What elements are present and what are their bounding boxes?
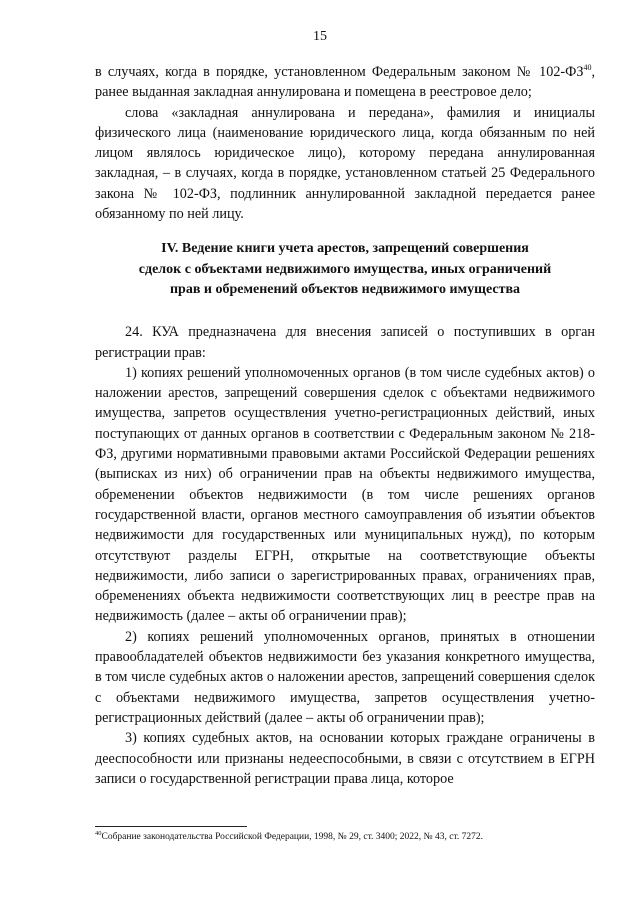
section-heading-line-2: сделок с объектами недвижимого имущества, иных ограничений xyxy=(138,261,552,277)
footnote-divider xyxy=(95,826,247,827)
paragraph-intro-2: слова «закладная аннулирована и передана», фамилия и инициалы физического лица (наименование юридического лица, когда обязанным по ней лицом являлось юридическое лицо), которому передана аннулированная закладная, – в случаях, когда в порядке, установленном статьей 25 Федерального закона № 102-ФЗ, подлинник аннулированной закладной передается ранее обязанному по ней лицу. xyxy=(95,104,595,223)
footnote xyxy=(95,831,595,843)
footnote-number: 40 xyxy=(95,830,102,837)
footnote-ref-40: 40 xyxy=(583,63,592,72)
section-heading xyxy=(95,239,595,300)
list-item-1: 1) копиях решений уполномоченных органов (в том числе судебных актов) о наложении арестов, запрещений совершения сделок с объектами недвижимого имущества, запретов осуществления учетно-регистрационных действий, иных поступающих от данных органов в соответствии с Федеральным законом № 218-ФЗ, другими нормативными правовыми актами Российской Федерации решениях (выписках из них) об ограничении прав на объекты недвижимого имущества, обременении объектов недвижимости (в том числе решениях органов государственной власти, органов местного самоуправления об изъятии объектов недвижимости для государственных или муниципальных нужд), по которым отсутствуют разделы ЕГРН, открытые на соответствующие объекты недвижимости, либо записи о зарегистрированных правах, ограничениях прав, обременениях объекта недвижимости соответствующих лиц в реестре прав на недвижимость (далее – акты об ограничении прав); xyxy=(95,364,595,625)
section-heading-line-1: IV. Ведение книги учета арестов, запрещений совершения xyxy=(161,241,529,257)
paragraph-24: 24. КУА предназначена для внесения записей о поступивших в орган регистрации прав: xyxy=(95,324,595,361)
page-number: 15 xyxy=(313,29,327,44)
list-item-2: 2) копиях решений уполномоченных органов, принятых в отношении правообладателей объектов недвижимости без указания конкретного имущества, в том числе судебных актов о наложении арестов, запрещений совершения сделок с объектами недвижимого имущества, запретов осуществления учетно-регистрационных действий (далее – акты об ограничении прав); xyxy=(95,628,595,726)
footnote-text: Собрание законодательства Российской Федерации, 1998, № 29, ст. 3400; 2022, № 43, ст. 7272. xyxy=(101,832,484,842)
intro-1-text-a: в случаях, когда в порядке, установленном Федеральным законом № 102-ФЗ xyxy=(95,64,584,80)
list-item-3: 3) копиях судебных актов, на основании которых граждане ограничены в дееспособности или признаны недееспособными, в связи с отсутствием в ЕГРН записи о государственной регистрации права лица, которое xyxy=(95,730,595,787)
intro-1-text-b: , ранее выданная закладная аннулирована и помещена в реестровое дело; xyxy=(95,64,595,101)
paragraph-intro-1 xyxy=(95,62,595,103)
document-body xyxy=(95,62,595,789)
section-heading-line-3: прав и обременений объектов недвижимого имущества xyxy=(169,281,521,297)
